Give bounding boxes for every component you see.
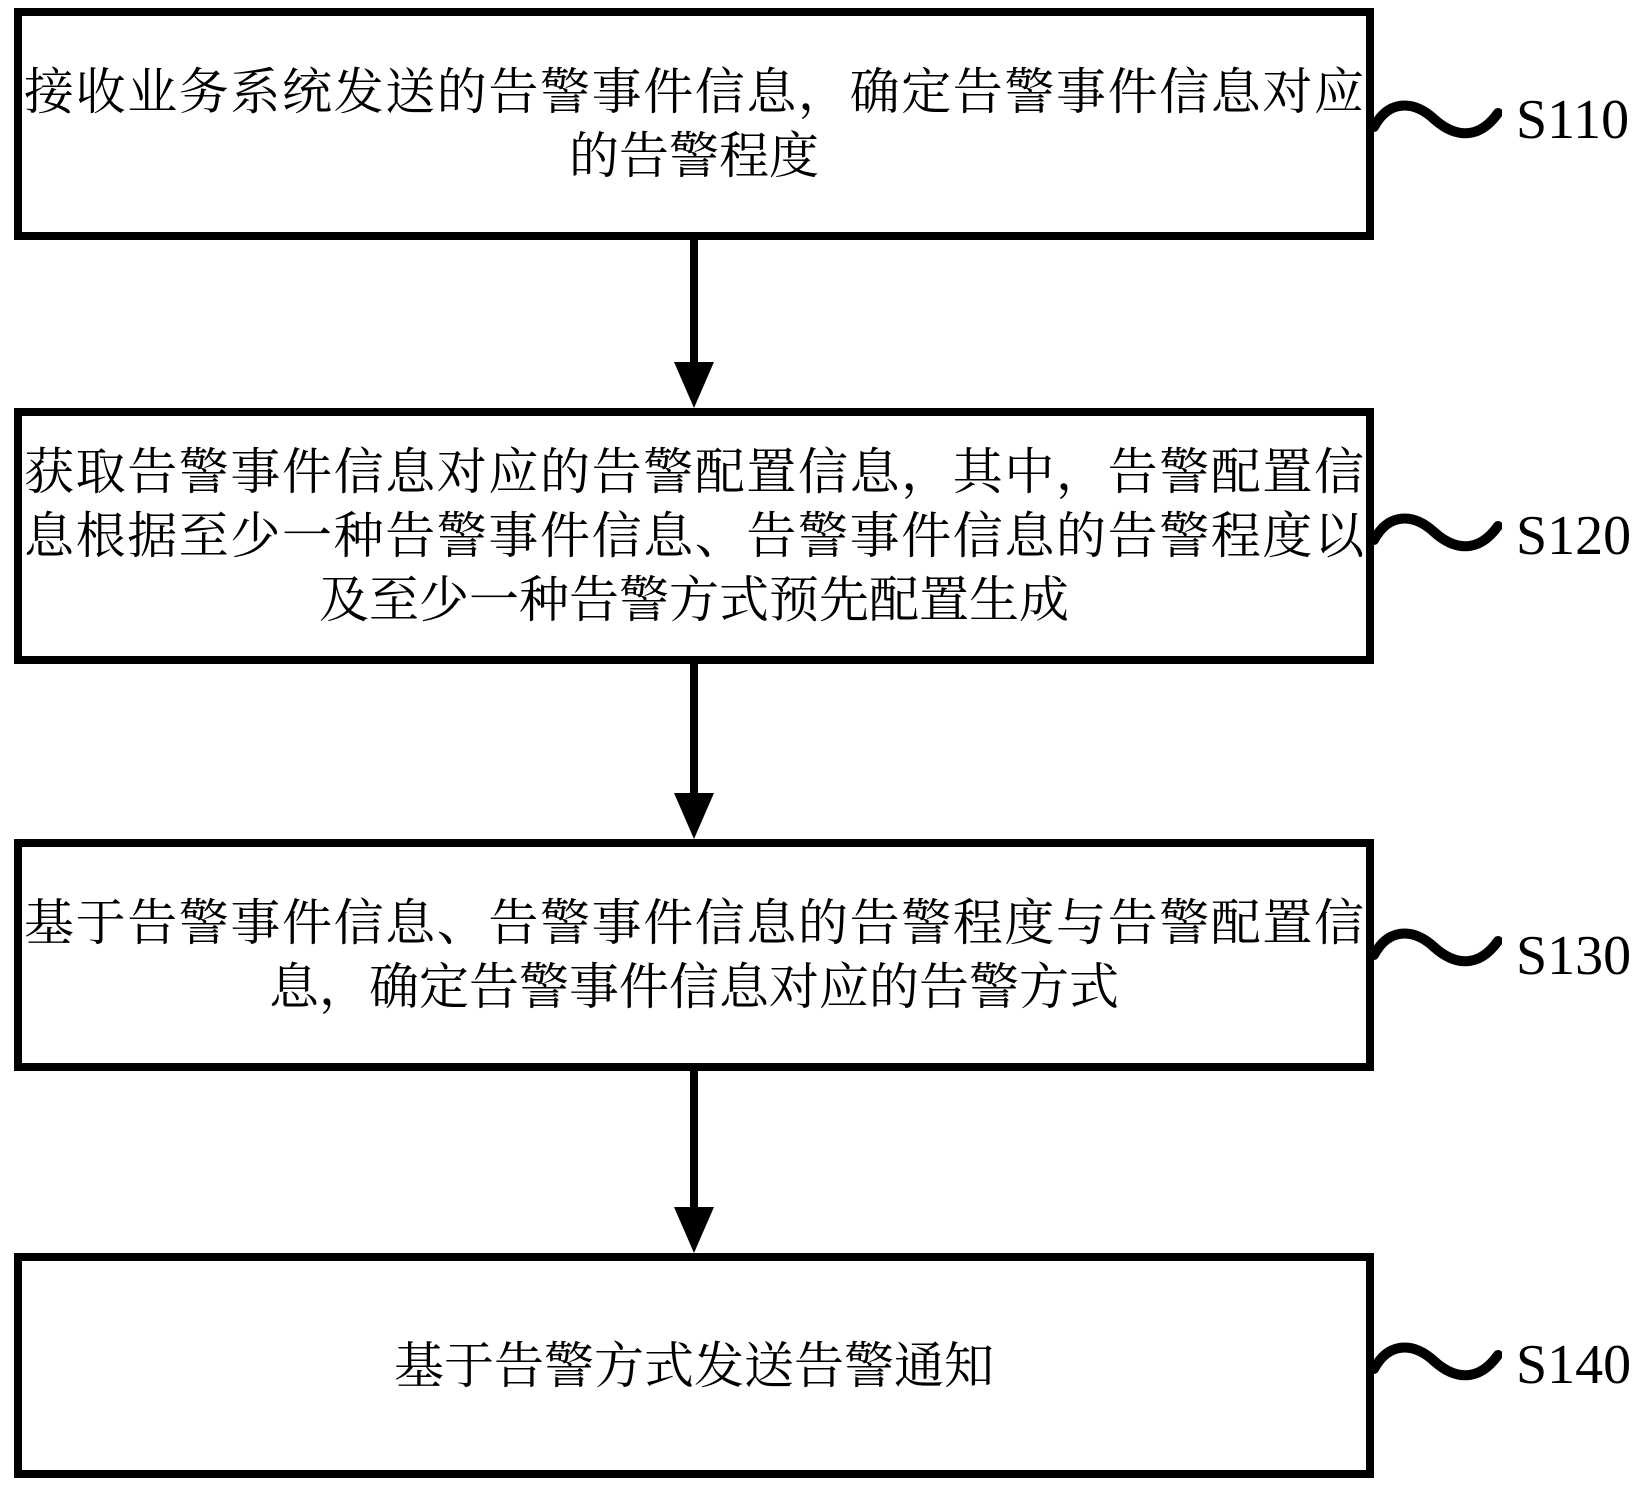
- tilde-connector-4: [1370, 1339, 1502, 1391]
- down-arrow-3: [674, 1071, 714, 1253]
- flow-step-1-text-line: 接收业务系统发送的告警事件信息，确定告警事件信息对应: [24, 64, 1364, 120]
- flow-step-1-text-line: 的告警程度: [569, 128, 819, 184]
- tilde-icon: [1370, 925, 1502, 977]
- flow-step-3-box: [14, 839, 1374, 1071]
- down-arrow-1: [674, 240, 714, 408]
- step-label-s110: S110: [1516, 89, 1630, 151]
- tilde-connector-2: [1370, 510, 1502, 562]
- flow-step-1-box: [14, 8, 1374, 240]
- flow-step-3-text-line: 息，确定告警事件信息对应的告警方式: [269, 959, 1119, 1015]
- arrow-head-icon: [674, 1207, 714, 1253]
- flow-step-2-text-line: 获取告警事件信息对应的告警配置信息，其中，告警配置信: [24, 444, 1364, 500]
- flow-step-4-box: [14, 1253, 1374, 1478]
- arrow-shaft: [690, 240, 698, 362]
- tilde-icon: [1370, 97, 1502, 149]
- flow-step-3-text-line: 基于告警事件信息、告警事件信息的告警程度与告警配置信: [24, 895, 1364, 951]
- tilde-icon: [1370, 510, 1502, 562]
- step-label-s140: S140: [1516, 1334, 1632, 1396]
- arrow-shaft: [690, 1071, 698, 1207]
- arrow-shaft: [690, 664, 698, 793]
- tilde-connector-3: [1370, 925, 1502, 977]
- arrow-head-icon: [674, 362, 714, 408]
- flow-step-2-text-line: 及至少一种告警方式预先配置生成: [319, 572, 1069, 628]
- arrow-head-icon: [674, 793, 714, 839]
- tilde-icon: [1370, 1339, 1502, 1391]
- step-label-s130: S130: [1516, 925, 1632, 987]
- flow-step-2-text-line: 息根据至少一种告警事件信息、告警事件信息的告警程度以: [24, 508, 1364, 564]
- down-arrow-2: [674, 664, 714, 839]
- step-label-s120: S120: [1516, 505, 1632, 567]
- flow-step-4-text-line: 基于告警方式发送告警通知: [394, 1337, 994, 1394]
- flow-step-2-box: [14, 408, 1374, 664]
- tilde-connector-1: [1370, 97, 1502, 149]
